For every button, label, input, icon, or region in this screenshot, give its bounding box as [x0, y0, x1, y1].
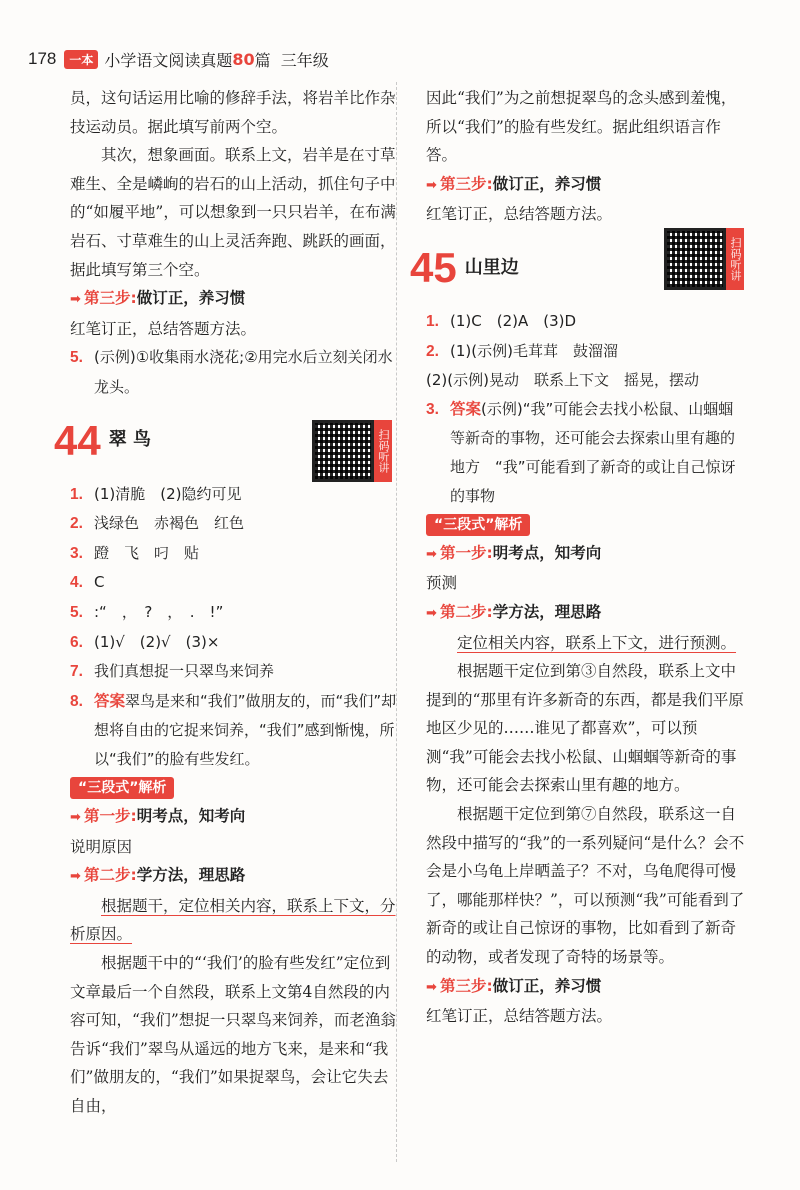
answer-item: 3. 蹬 飞 叼 贴 — [70, 543, 200, 562]
answer-item: 5. (示例)①收集雨水浇花;②用完水后立刻关闭水龙头。 — [70, 348, 393, 396]
brand-badge: 一本 — [64, 50, 98, 69]
answer-item: 2. (1)(示例)毛茸茸 鼓溜溜 — [426, 341, 618, 360]
paragraph: 员，这句话运用比喻的修辞手法，将岩羊比作杂技运动员。据此填写前两个空。 — [70, 89, 396, 136]
step-heading: ➡ 第三步:做订正，养习惯 — [426, 170, 746, 201]
analysis-tag: “三段式”解析 — [426, 514, 530, 536]
page-header — [28, 46, 329, 72]
arrow-icon: ➡ — [426, 605, 437, 621]
paragraph: 根据题干定位到第③自然段，联系上文中提到的“那里有许多新奇的东西，都是我们平原地区少见的……谁见了都喜欢”，可以预测“我”可能会去找小松鼠、山蝈蝈等新奇的事物，还可能会去探索山里有趣的地方。 — [426, 662, 744, 795]
arrow-icon: ➡ — [426, 546, 437, 562]
lesson-title: 翠 鸟 — [108, 429, 151, 451]
arrow-icon: ➡ — [426, 979, 437, 995]
page-number: 178 — [28, 49, 57, 68]
qr-tag: 扫码听讲 — [726, 228, 744, 290]
paragraph: 其次，想象画面。联系上文，岩羊是在寸草难生、全是嶙峋的岩石的山上活动，抓住句子中的“如履平地”，可以想象到一只只岩羊，在布满岩石、寸草难生的山上灵活奔跑、跳跃的画面，据此填写第三个空。 — [70, 146, 396, 279]
answer-item: 1. (1)C (2)A (3)D — [426, 311, 577, 330]
step-text: 红笔订正，总结答题方法。 — [426, 1007, 613, 1026]
step-heading: ➡ 第三步:做订正，养习惯 — [70, 284, 400, 315]
answer-item: 5. :“ ， ? ， . !” — [70, 602, 224, 621]
step-heading: ➡ 第一步:明考点，知考向 — [70, 802, 400, 833]
step-text: 红笔订正，总结答题方法。 — [426, 205, 613, 224]
arrow-icon: ➡ — [70, 810, 81, 826]
lesson-number: 45 — [410, 243, 457, 291]
step-heading: ➡ 第二步:学方法，理思路 — [426, 598, 746, 629]
answer-item: 8. 答案翠鸟是来和“我们”做朋友的，而“我们”却想将自由的它捉来饲养，“我们”感到惭愧，所以“我们”的脸有些发红。 — [70, 691, 397, 768]
answer-item: 4. C — [70, 573, 105, 592]
paragraph: 根据题干定位到第⑦自然段，联系这一自然段中描写的“我”的一系列疑问“是什么？会不会是小乌龟上岸晒盖子？不对，乌龟爬得可慢了，哪能那样快？”，可以预测“我”可能看到了新奇的或让自己惊讶的事物，比如看到了新奇的动物，或者发现了奇特的场景等。 — [426, 805, 745, 967]
answer-list — [70, 480, 400, 774]
arrow-icon: ➡ — [426, 177, 437, 193]
step-text: 预测 — [426, 574, 458, 593]
paragraph: 因此“我们”为之前想捉翠鸟的念头感到羞愧，所以“我们”的脸有些发红。据此组织语言作答。 — [426, 89, 737, 165]
arrow-icon: ➡ — [70, 292, 81, 308]
arrow-icon: ➡ — [70, 869, 81, 885]
analysis-tag: “三段式”解析 — [70, 777, 174, 799]
paragraph: 根据题干中的“‘我们’的脸有些发红”定位到文章最后一个自然段，联系上文第4自然段的内容可知，“我们”想捉一只翠鸟来饲养，而老渔翁告诉“我们”翠鸟从遥远的地方飞来，是来和“我们”做朋友的，“我们”如果捉翠鸟，会让它失去自由， — [70, 954, 396, 1115]
answer-subitem: (2)(示例)晃动 联系上下文 摇晃，摆动 — [426, 371, 699, 390]
answer-item: 6. (1)√ (2)√ (3)× — [70, 632, 220, 651]
left-column — [54, 84, 400, 1121]
qr-tag: 扫码听讲 — [374, 420, 392, 482]
series-unit: 篇 — [254, 50, 271, 70]
qr-code-icon — [664, 228, 726, 290]
series-title: 小学语文阅读真题 — [104, 50, 233, 70]
qr-code-icon — [312, 420, 374, 482]
answer-item: 2. 浅绿色 赤褐色 红色 — [70, 514, 245, 533]
step-heading: ➡ 第三步:做订正，养习惯 — [426, 972, 746, 1003]
step-text: 根据题干，定位相关内容，联系上下文，分析原因。 — [70, 896, 396, 944]
right-column — [410, 84, 746, 1031]
lesson-title: 山里边 — [464, 256, 519, 278]
grade-label: 三年级 — [280, 50, 329, 70]
step-heading: ➡ 第一步:明考点，知考向 — [426, 539, 746, 570]
step-text: 定位相关内容，联系上下文，进行预测。 — [457, 633, 737, 652]
step-text: 说明原因 — [70, 837, 133, 856]
lesson-number: 44 — [54, 416, 101, 464]
step-text: 红笔订正，总结答题方法。 — [70, 319, 257, 338]
answer-item: 1. (1)清脆 (2)隐约可见 — [70, 484, 242, 503]
series-count: 80 — [232, 49, 255, 69]
answer-item: 7. 我们真想捉一只翠鸟来饲养 — [70, 662, 275, 681]
answer-item: 3. 答案(示例)“我”可能会去找小松鼠、山蝈蝈等新奇的事物，还可能会去探索山里有趣的地方 “我”可能看到了新奇的或让自己惊讶的事物 — [426, 399, 736, 505]
step-heading: ➡ 第二步:学方法，理思路 — [70, 861, 400, 892]
